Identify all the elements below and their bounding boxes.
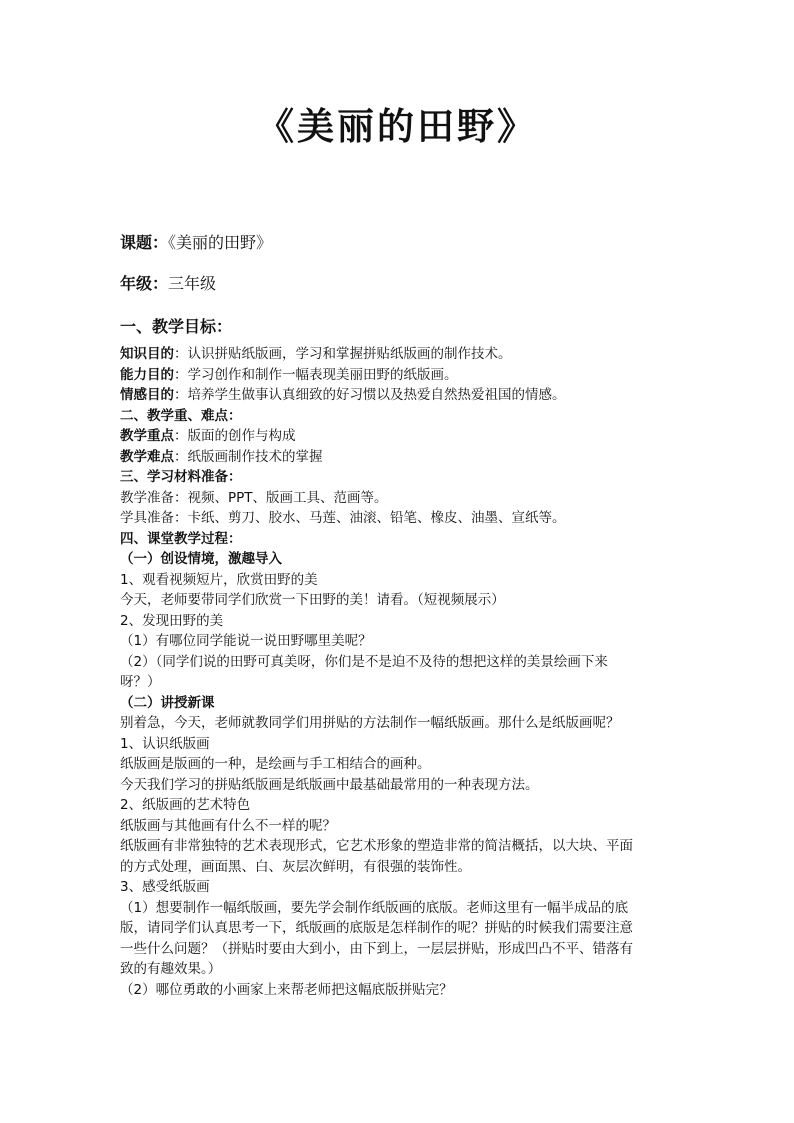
part2-line: 2、纸版画的艺术特色 [120, 797, 251, 813]
goal-emotion [120, 385, 680, 406]
key-point-label: 教学重点 [120, 428, 174, 444]
materials-teacher: 教学准备：视频、PPT、版画工具、范画等。 [120, 489, 388, 506]
key-point-text: ：纸版画制作技术的掌握 [174, 448, 323, 465]
part2-line: 1、认识纸版画 [120, 735, 210, 752]
part2-line: 纸版画是版画的一种，是绘画与手工相结合的画种。 [120, 756, 431, 772]
part2-line: 致的有趣效果。） [120, 961, 222, 977]
grade-label: 年级： [120, 274, 169, 293]
goal-knowledge [120, 344, 680, 365]
part2-line: 一些什么问题？（拼贴时要由大到小，由下到上，一层层拼贴，形成凹凸不平、错落有 [120, 940, 633, 957]
part2-line: 纸版画有非常独特的艺术表现形式，它艺术形象的塑造非常的简洁概括，以大块、平面 [120, 838, 633, 854]
goal-text: ：培养学生做事认真细致的好习惯以及热爱自然热爱祖国的情感。 [174, 387, 566, 403]
part1-line: 今天，老师要带同学们欣赏一下田野的美！请看。（短视频展示） [120, 592, 505, 608]
part2-line: 3、感受纸版画 [120, 879, 210, 895]
goal-text: ：学习创作和制作一幅表现美丽田野的纸版画。 [174, 366, 458, 383]
grade-line [120, 273, 216, 295]
part1-line: 呀？） [120, 674, 161, 690]
key-point-difficulty [120, 447, 680, 468]
section-heading-goals: 一、教学目标： [120, 317, 233, 336]
part2-line: 今天我们学习的拼贴纸版画是纸版画中最基础最常用的一种表现方法。 [120, 776, 539, 793]
section-heading-materials: 三、学习材料准备： [120, 469, 242, 485]
part2-line: （2）哪位勇敢的小画家上来帮老师把这幅底版拼贴完？ [120, 981, 453, 998]
part2-line: （1）想要制作一幅纸版画，要先学会制作纸版画的底版。老师这里有一幅半成品的底 [120, 899, 629, 916]
document-body [120, 344, 680, 1000]
goal-text: ：认识拼贴纸版画，学习和掌握拼贴纸版画的制作技术。 [174, 346, 512, 362]
part2-line: 版，请同学们认真思考一下，纸版画的底版是怎样制作的呢？拼贴的时候我们需要注意 [120, 920, 633, 936]
goal-label: 能力目的 [120, 366, 174, 383]
materials-student: 学具准备：卡纸、剪刀、胶水、马莲、油滚、铅笔、橡皮、油墨、宣纸等。 [120, 510, 566, 526]
subject-line [120, 232, 272, 254]
part1-line: 1、观看视频短片，欣赏田野的美 [120, 571, 318, 588]
part1-line: （2）（同学们说的田野可真美呀，你们是不是迫不及待的想把这样的美景绘画下来 [120, 653, 608, 670]
document-title: 《美丽的田野》 [257, 105, 537, 148]
part2-line: 的方式处理，画面黑、白、灰层次鲜明，有很强的装饰性。 [120, 858, 471, 875]
key-point-focus [120, 426, 680, 447]
key-point-text: ：版面的创作与构成 [174, 428, 296, 444]
grade-value: 三年级 [168, 274, 217, 293]
part2-line: 纸版画与其他画有什么不一样的呢？ [120, 817, 336, 834]
subject-value: 《美丽的田野》 [168, 233, 273, 252]
part2-line: 别着急，今天，老师就教同学们用拼贴的方法制作一幅纸版画。那什么是纸版画呢？ [120, 715, 620, 731]
part2-heading: （二）讲授新课 [120, 694, 215, 711]
part1-line: 2、发现田野的美 [120, 612, 224, 629]
goal-label: 情感目的 [120, 387, 174, 403]
goal-label: 知识目的 [120, 346, 174, 362]
key-point-label: 教学难点 [120, 448, 174, 465]
part1-heading: （一）创设情境，激趣导入 [120, 551, 282, 567]
section-heading-key-points: 二、教学重、难点： [120, 407, 242, 424]
part1-line: （1）有哪位同学能说一说田野哪里美呢？ [120, 633, 372, 649]
section-heading-process: 四、课堂教学过程： [120, 530, 242, 547]
subject-label: 课题： [120, 233, 169, 252]
goal-ability [120, 365, 680, 386]
